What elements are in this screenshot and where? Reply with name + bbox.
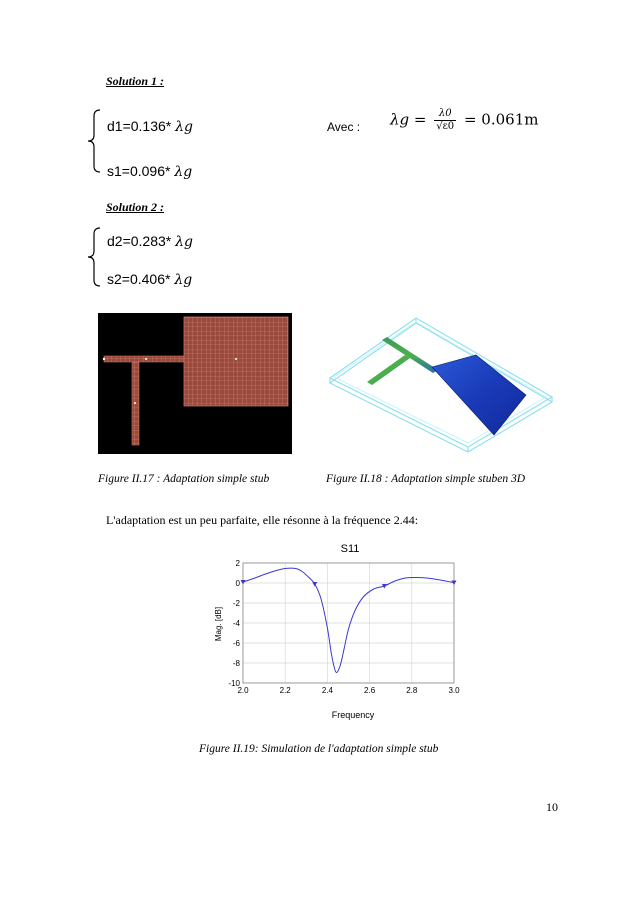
y-tick-label: -2 — [232, 599, 240, 608]
lambda-equation: λg = $\frac{\lambda 0}{√\varepsilon 0}$ = 0.061m — [390, 108, 539, 132]
figure18-caption: Figure II.18 : Adaptation simple stuben 3D — [326, 473, 525, 485]
solution1-d1: d1=0.136* λg — [107, 118, 193, 135]
y-tick-label: -4 — [232, 619, 240, 628]
solution1-title: Solution 1 : — [106, 74, 165, 88]
x-tick-label: 2.8 — [406, 686, 418, 695]
x-tick-label: 2.2 — [279, 686, 291, 695]
y-tick-label: -8 — [232, 659, 240, 668]
chart-y-axis-label: Mag. [dB] — [214, 606, 223, 642]
chart-grid — [243, 563, 454, 683]
chart-markers — [241, 580, 457, 589]
x-tick-label: 2.6 — [364, 686, 376, 695]
x-tick-label: 3.0 — [448, 686, 460, 695]
y-tick-label: 0 — [235, 579, 240, 588]
figure19-caption: Figure II.19: Simulation de l'adaptation simple stub — [199, 743, 439, 755]
y-tick-label: -6 — [232, 639, 240, 648]
solution1-s1: s1=0.096* λg — [107, 163, 193, 180]
y-tick-label: -10 — [228, 679, 240, 688]
solution2-brace — [86, 226, 102, 288]
body-paragraph: L'adaptation est un peu parfaite, elle résonne à la fréquence 2.44: — [106, 513, 419, 527]
solution2-s2: s2=0.406* λg — [107, 271, 193, 288]
s11-chart — [210, 538, 472, 724]
lambda-fraction: $\frac{\lambda 0}{√\varepsilon 0}$ — [436, 108, 455, 132]
chart-ticks — [228, 559, 460, 695]
x-tick-label: 2.4 — [321, 686, 333, 695]
series-marker — [241, 580, 246, 585]
solution2-title: Solution 2 : — [106, 200, 165, 214]
figure17-caption: Figure II.17 : Adaptation simple stub — [98, 473, 270, 485]
stub-layout-2d-image — [98, 313, 292, 454]
chart-x-axis-label: Frequency — [331, 710, 375, 720]
page-number: 10 — [546, 800, 558, 814]
stub-layout-3d-image — [320, 313, 558, 453]
y-tick-label: 2 — [235, 559, 240, 568]
avec-label: Avec : — [327, 120, 361, 134]
series-marker — [312, 582, 317, 587]
solution1-brace — [86, 108, 102, 174]
chart-title: S11 — [340, 543, 360, 555]
x-tick-label: 2.0 — [237, 686, 249, 695]
s11-series-line — [243, 568, 454, 672]
solution2-d2: d2=0.283* λg — [107, 233, 193, 250]
